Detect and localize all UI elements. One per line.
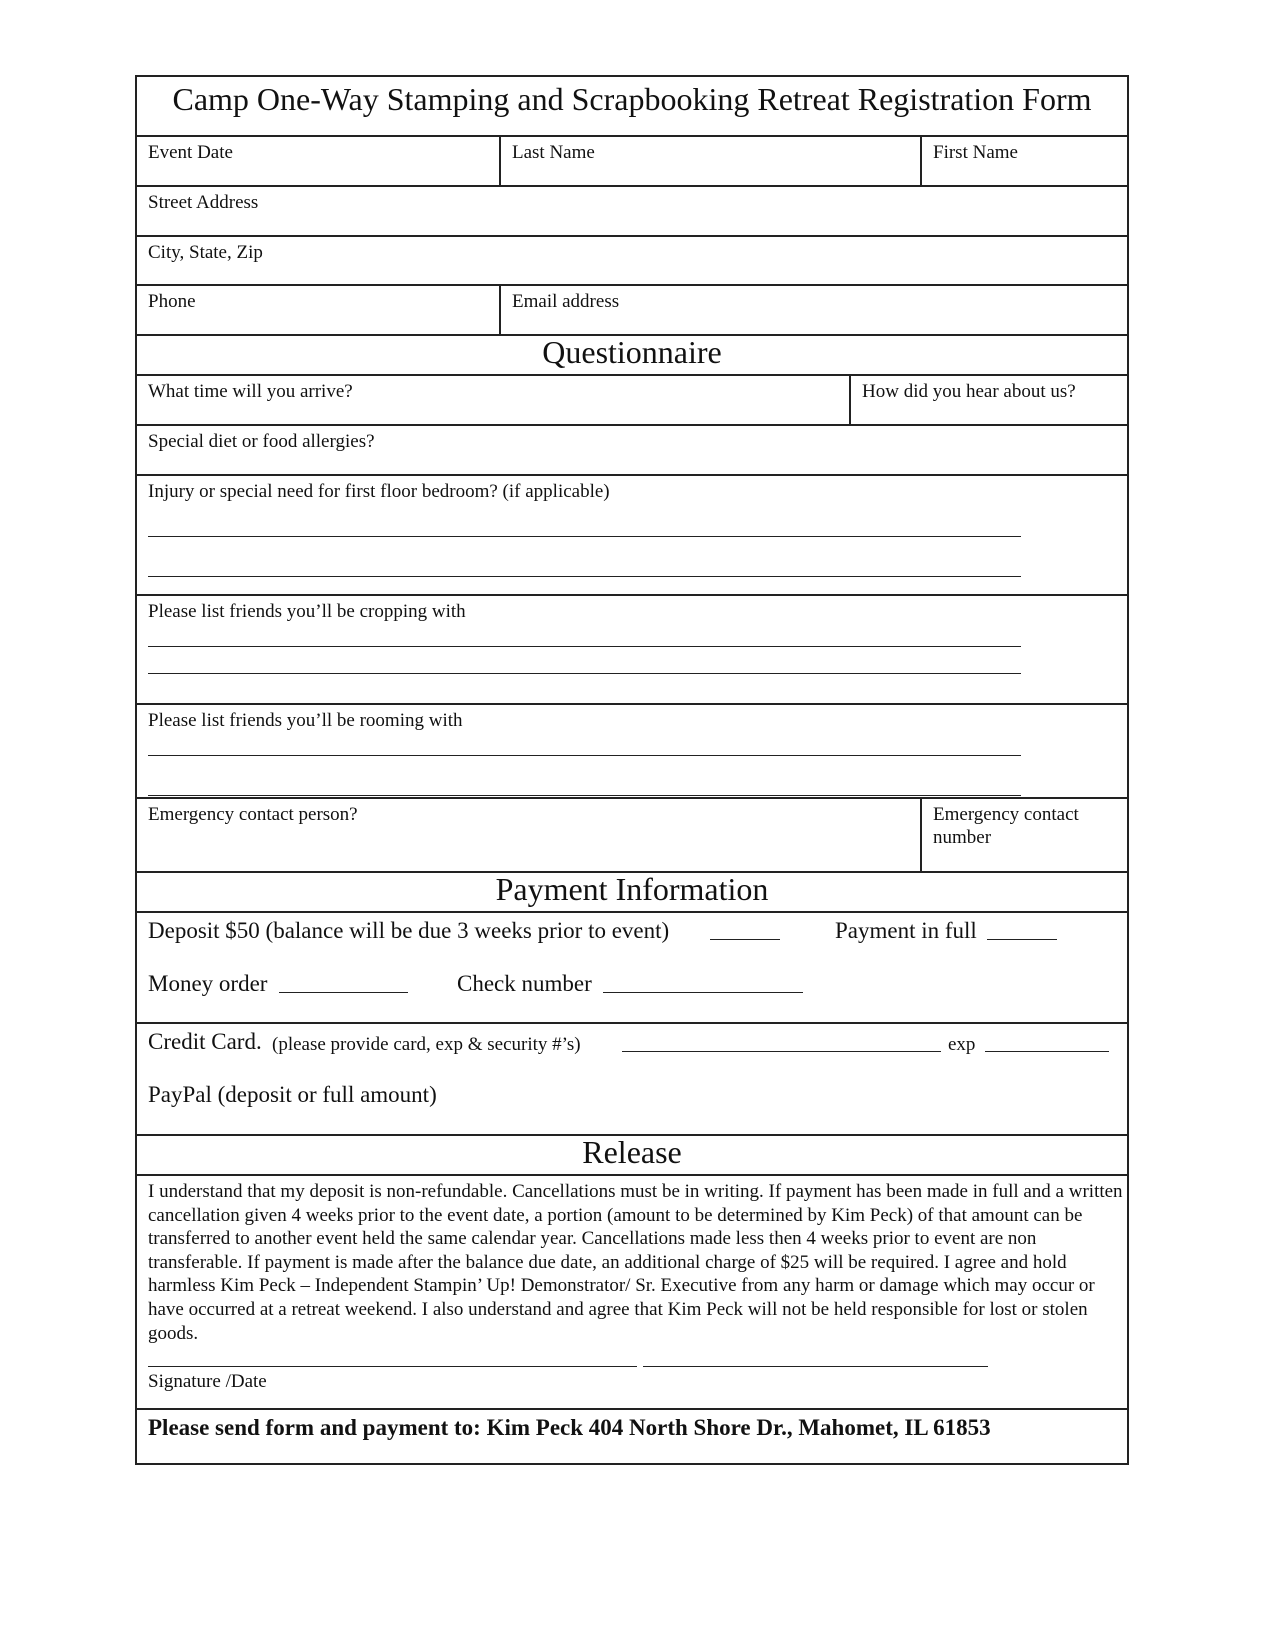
event-date-field[interactable]: [137, 137, 499, 185]
street-address-field[interactable]: [137, 187, 1127, 237]
signature-label: Signature /Date: [148, 1371, 267, 1392]
release-text: I understand that my deposit is non-refundable. Cancellations must be in writing. If payment has been made in full and a written cancellation given 4 weeks prior to the event date, a portion (amount to be determined by Kim Peck) of that amount can be transferred to another event held the same calendar year. Cancellations made less then 4 weeks prior to event are non transferable. If payment is made after the balance due date, an additional charge of $25 will be required. I agree and hold harmless Kim Peck – Independent Stampin’ Up! Demonstrator/ Sr. Executive from any harm or damage which may occur or have occurred at a retreat weekend. I also understand and agree that Kim Peck will not be held responsible for lost or stolen goods.: [148, 1181, 1123, 1344]
injury-field[interactable]: [137, 476, 1127, 596]
emergency-person-field[interactable]: [137, 799, 920, 871]
check-number-label: Check number: [457, 971, 592, 996]
signature-line[interactable]: [148, 1366, 637, 1367]
email-field[interactable]: [499, 286, 1127, 334]
first-name-label: First Name: [933, 142, 1018, 163]
deposit-blank[interactable]: [710, 939, 780, 940]
email-label: Email address: [512, 291, 620, 312]
hear-about-label: How did you hear about us?: [862, 381, 1076, 402]
emergency-number-field[interactable]: [920, 799, 1127, 871]
injury-line-1: [148, 536, 1021, 537]
rooming-line-2: [148, 795, 1021, 796]
money-order-label: Money order: [148, 971, 268, 996]
credit-card-label: Credit Card.: [148, 1029, 262, 1054]
emergency-person-label: Emergency contact person?: [148, 804, 358, 825]
credit-card-note: (please provide card, exp & security #’s): [272, 1034, 581, 1055]
deposit-label: Deposit $50 (balance will be due 3 weeks prior to event): [148, 918, 670, 943]
exp-blank[interactable]: [985, 1051, 1109, 1052]
credit-card-blank[interactable]: [622, 1051, 941, 1052]
paypal-label: PayPal (deposit or full amount): [148, 1082, 437, 1107]
footer-row: [137, 1410, 1127, 1465]
event-date-label: Event Date: [148, 142, 233, 163]
hear-about-field[interactable]: [849, 376, 1127, 424]
arrive-time-label: What time will you arrive?: [148, 381, 353, 402]
phone-field[interactable]: [137, 286, 499, 334]
cropping-line-1: [148, 646, 1021, 647]
injury-label: Injury or special need for first floor bedroom? (if applicable): [148, 481, 610, 502]
last-name-label: Last Name: [512, 142, 595, 163]
check-number-blank[interactable]: [603, 992, 803, 993]
street-address-label: Street Address: [148, 192, 259, 213]
cropping-line-2: [148, 673, 1021, 674]
cropping-friends-field[interactable]: [137, 596, 1127, 705]
payment-heading: Payment Information: [495, 871, 769, 907]
rooming-friends-label: Please list friends you’ll be rooming with: [148, 710, 463, 731]
city-state-zip-label: City, State, Zip: [148, 242, 263, 263]
exp-label: exp: [948, 1034, 976, 1055]
diet-field[interactable]: [137, 426, 1127, 476]
form-title: Camp One-Way Stamping and Scrapbooking Retreat Registration Form: [172, 81, 1092, 117]
payment-method-row: [137, 913, 1127, 1024]
form-title-row: [137, 77, 1127, 137]
first-name-field[interactable]: [920, 137, 1127, 185]
money-order-blank[interactable]: [279, 992, 408, 993]
arrive-time-field[interactable]: [137, 376, 849, 424]
release-heading-row: [137, 1136, 1127, 1176]
cropping-friends-label: Please list friends you’ll be cropping with: [148, 601, 466, 622]
release-heading: Release: [582, 1134, 682, 1170]
registration-form: [135, 75, 1129, 1465]
send-to-address: Please send form and payment to: Kim Peck 404 North Shore Dr., Mahomet, IL 61853: [148, 1415, 991, 1440]
diet-label: Special diet or food allergies?: [148, 431, 375, 452]
injury-line-2: [148, 576, 1021, 577]
rooming-friends-field[interactable]: [137, 705, 1127, 799]
contact-row: [137, 286, 1127, 336]
emergency-number-label: Emergency contact number: [933, 804, 1079, 848]
release-row: [137, 1176, 1127, 1410]
questionnaire-heading: Questionnaire: [542, 334, 722, 370]
payment-full-label: Payment in full: [835, 918, 977, 943]
name-row: [137, 137, 1127, 187]
questionnaire-heading-row: [137, 336, 1127, 376]
rooming-line-1: [148, 755, 1021, 756]
phone-label: Phone: [148, 291, 196, 312]
payment-heading-row: [137, 873, 1127, 913]
payment-full-blank[interactable]: [987, 939, 1057, 940]
date-line[interactable]: [643, 1366, 988, 1367]
arrival-row: [137, 376, 1127, 426]
city-state-zip-field[interactable]: [137, 237, 1127, 286]
credit-card-row: [137, 1024, 1127, 1136]
emergency-row: [137, 799, 1127, 873]
last-name-field[interactable]: [499, 137, 920, 185]
